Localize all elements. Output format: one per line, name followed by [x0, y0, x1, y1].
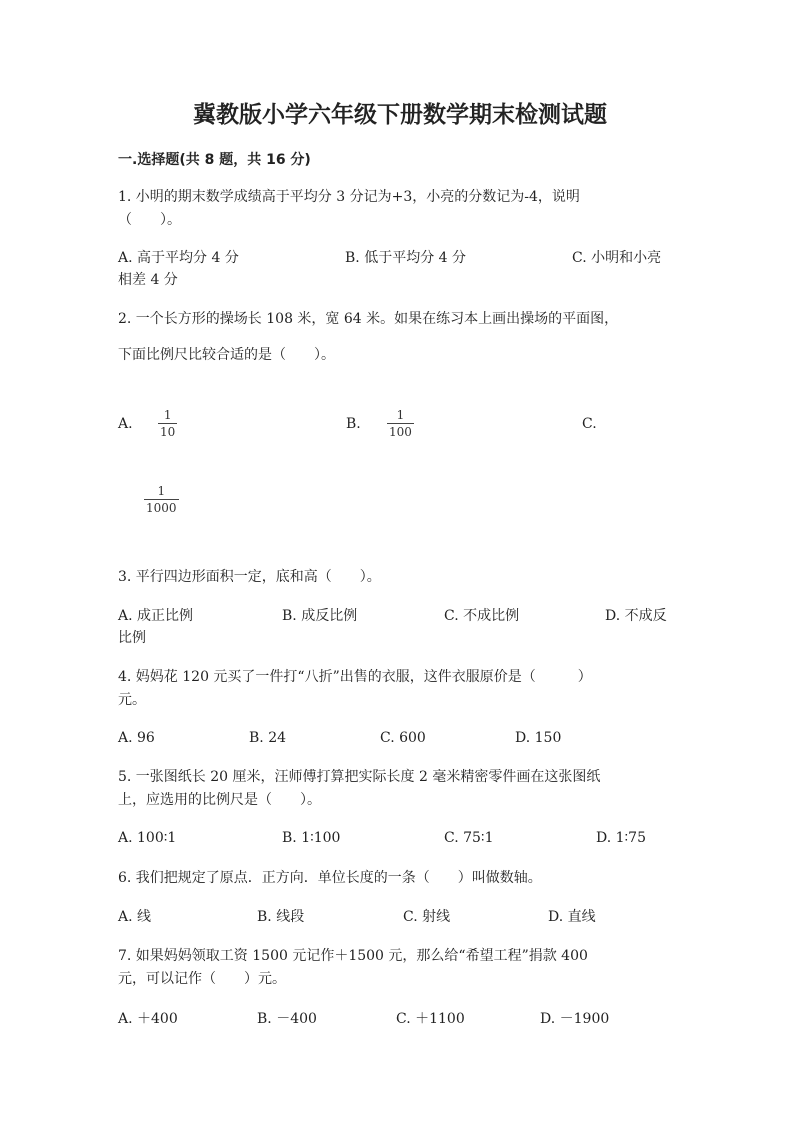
- section-heading: 一.选择题(共 8 题，共 16 分): [118, 152, 311, 168]
- question-6-option-c[interactable]: C. 射线: [403, 909, 451, 925]
- question-4-option-d[interactable]: D. 150: [515, 730, 562, 746]
- question-2-stem-line2: 下面比例尺比较合适的是（ ）。: [118, 347, 335, 363]
- question-3-option-c[interactable]: C. 不成比例: [444, 608, 520, 624]
- fraction-numerator: 1: [396, 408, 405, 422]
- question-5-option-a[interactable]: A. 100∶1: [118, 830, 177, 846]
- question-7-stem-line2: 元，可以记作（ ）元。: [118, 971, 286, 987]
- question-7-option-b[interactable]: B. －400: [257, 1011, 317, 1027]
- fraction-numerator: 1: [157, 484, 166, 498]
- question-3-stem: 3. 平行四边形面积一定，底和高（ ）。: [118, 569, 381, 585]
- question-6-option-a[interactable]: A. 线: [118, 909, 152, 925]
- question-2-option-a-fraction: [158, 408, 177, 439]
- question-1-option-c-cont: 相差 4 分: [118, 272, 178, 288]
- question-5-option-b[interactable]: B. 1∶100: [282, 830, 341, 846]
- question-3-option-d[interactable]: D. 不成反: [605, 608, 667, 624]
- question-7-stem-line1: 7. 如果妈妈领取工资 1500 元记作＋1500 元，那么给“希望工程”捐款 400: [118, 948, 588, 964]
- fraction-bar: [387, 423, 414, 424]
- question-6-stem: 6. 我们把规定了原点．正方向．单位长度的一条（ ）叫做数轴。: [118, 870, 542, 886]
- question-4-option-a[interactable]: A. 96: [118, 730, 155, 746]
- fraction-numerator: 1: [163, 408, 172, 422]
- question-5-option-d[interactable]: D. 1∶75: [596, 830, 646, 846]
- question-2-stem-line1: 2. 一个长方形的操场长 108 米，宽 64 米。如果在练习本上画出操场的平面图，: [118, 311, 619, 327]
- fraction-denominator: 10: [160, 425, 176, 439]
- question-2-option-c-fraction: [144, 484, 179, 515]
- question-6-option-d[interactable]: D. 直线: [548, 909, 596, 925]
- question-1-stem-line1: 1. 小明的期末数学成绩高于平均分 3 分记为+3，小亮的分数记为-4，说明: [118, 189, 580, 205]
- question-3-option-d-cont: 比例: [118, 630, 146, 646]
- fraction-denominator: 1000: [146, 501, 177, 515]
- question-2-option-c[interactable]: C.: [582, 416, 597, 432]
- question-4-stem-line2: 元。: [118, 692, 146, 708]
- question-1-option-b[interactable]: B. 低于平均分 4 分: [345, 250, 466, 266]
- question-7-option-a[interactable]: A. ＋400: [118, 1011, 178, 1027]
- question-2-option-a[interactable]: A.: [118, 416, 133, 432]
- question-5-stem-line1: 5. 一张图纸长 20 厘米，汪师傅打算把实际长度 2 毫米精密零件画在这张图纸: [118, 769, 601, 785]
- question-3-option-a[interactable]: A. 成正比例: [118, 608, 194, 624]
- question-4-option-b[interactable]: B. 24: [249, 730, 287, 746]
- question-4-option-c[interactable]: C. 600: [380, 730, 426, 746]
- question-1-option-a[interactable]: A. 高于平均分 4 分: [118, 250, 239, 266]
- question-2-option-b[interactable]: B.: [346, 416, 361, 432]
- page-title: 冀教版小学六年级下册数学期末检测试题: [193, 102, 607, 128]
- question-4-stem-line1: 4. 妈妈花 120 元买了一件打“八折”出售的衣服，这件衣服原价是（ ）: [118, 669, 592, 685]
- question-7-option-c[interactable]: C. ＋1100: [396, 1011, 465, 1027]
- question-3-option-b[interactable]: B. 成反比例: [282, 608, 358, 624]
- fraction-bar: [158, 423, 177, 424]
- question-1-stem-line2: （ ）。: [118, 212, 181, 228]
- question-6-option-b[interactable]: B. 线段: [257, 909, 305, 925]
- question-5-stem-line2: 上，应选用的比例尺是（ ）。: [118, 792, 321, 808]
- question-2-option-b-fraction: [387, 408, 414, 439]
- question-7-option-d[interactable]: D. －1900: [540, 1011, 610, 1027]
- fraction-bar: [144, 499, 179, 500]
- question-5-option-c[interactable]: C. 75∶1: [444, 830, 494, 846]
- fraction-denominator: 100: [389, 425, 412, 439]
- question-1-option-c[interactable]: C. 小明和小亮: [572, 250, 662, 266]
